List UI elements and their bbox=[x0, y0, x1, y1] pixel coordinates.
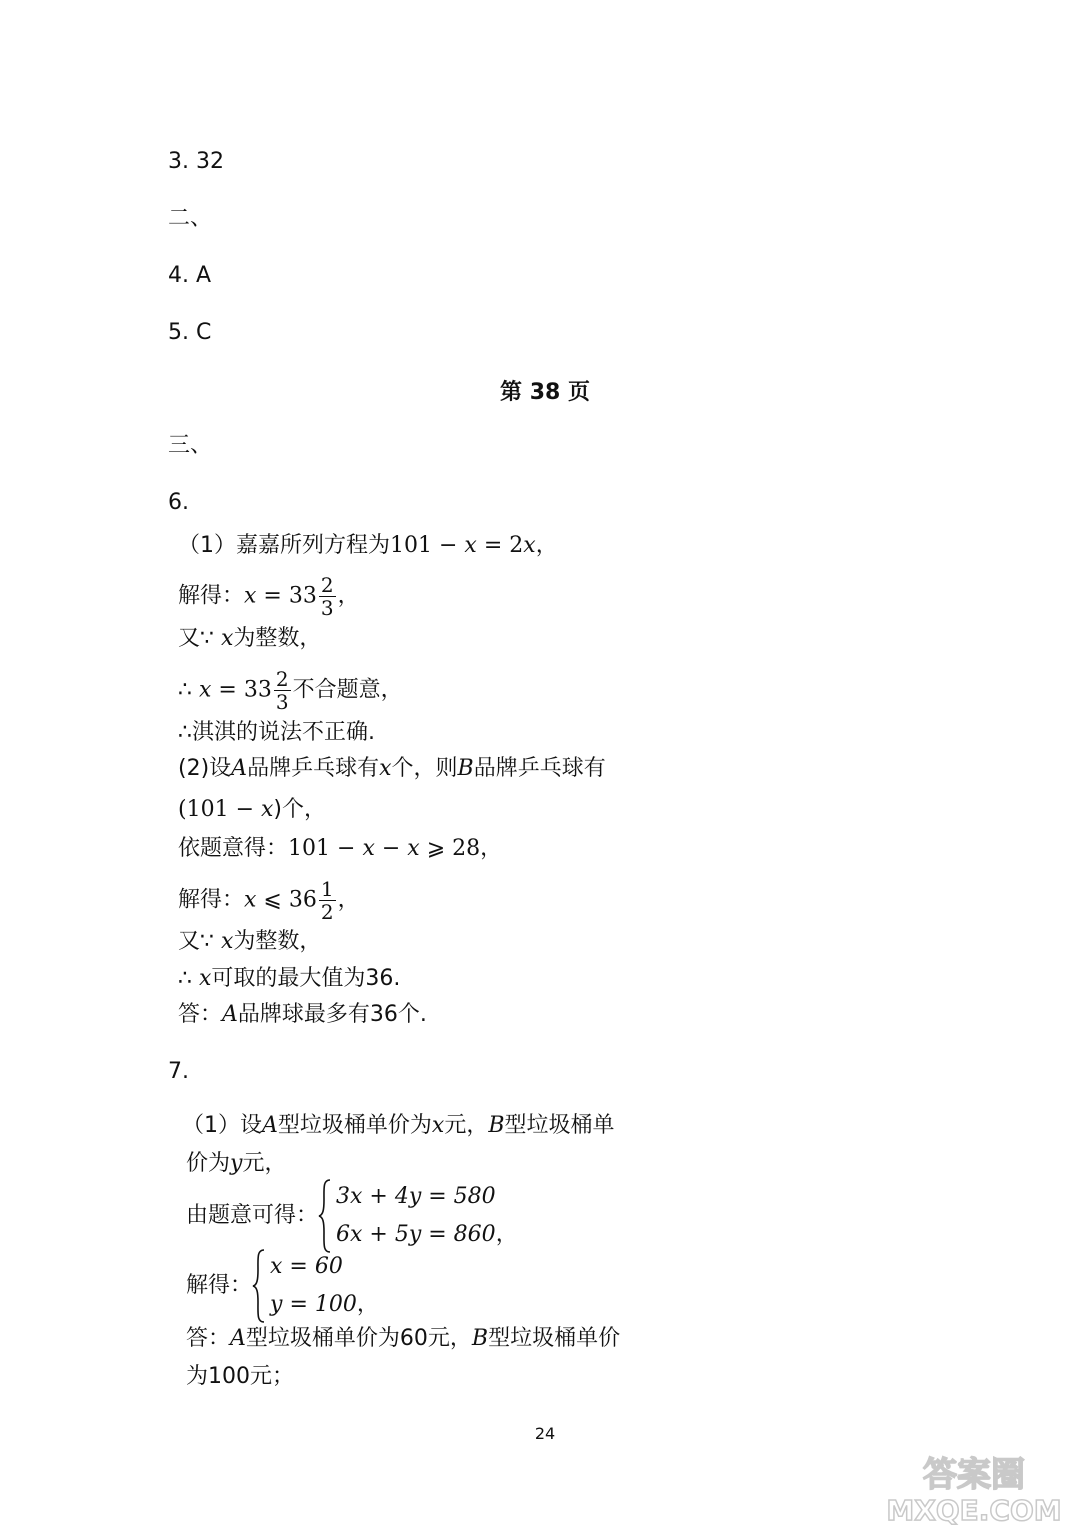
answer-5: 5. C bbox=[168, 320, 212, 345]
answer-3: 3. 32 bbox=[168, 149, 224, 174]
q7-part1-setup-2: 价为y元， bbox=[186, 1151, 287, 1176]
q6-inequality: 依题意得：101 − x − x ⩾ 28， bbox=[178, 836, 503, 861]
svg-text:MXQE.COM: MXQE.COM bbox=[886, 1494, 1062, 1527]
section-3-heading: 三、 bbox=[168, 433, 213, 458]
q6-integer-1: 又∵ x为整数， bbox=[178, 626, 322, 651]
q7-part1-setup: （1）设A型垃圾桶单价为x元，B型垃圾桶单 bbox=[182, 1113, 615, 1138]
q6-part2-setup-2: (101 − x)个， bbox=[178, 797, 327, 822]
q6-part1-equation: （1）嘉嘉所列方程为101 − x = 2x， bbox=[178, 533, 558, 558]
q7-solution-system: 解得： x = 60 y = 100 ， bbox=[186, 1248, 379, 1324]
fraction-two-thirds: $\frac{2}{3}$ bbox=[320, 573, 334, 620]
q6-solve-2: 解得：x ⩽ 36 $\frac{1}{2}$ ， bbox=[178, 877, 360, 924]
page-number: 24 bbox=[534, 1424, 556, 1443]
q7-answer-2: 为100元； bbox=[186, 1364, 294, 1389]
question-7-number: 7. bbox=[168, 1059, 189, 1084]
q6-solve-1: 解得：x = 33 $\frac{2}{3}$ ， bbox=[178, 573, 360, 620]
fraction-one-half: $\frac{1}{2}$ bbox=[320, 877, 334, 924]
q6-part2-setup: (2)设A品牌乒乓球有x个，则B品牌乒乓球有 bbox=[178, 756, 606, 781]
q7-answer: 答：A型垃圾桶单价为60元，B型垃圾桶单价 bbox=[186, 1326, 621, 1351]
q6-max-value: ∴ x可取的最大值为36. bbox=[178, 966, 401, 991]
q6-not-fit: ∴ x = 33 $\frac{2}{3}$ 不合题意， bbox=[178, 667, 403, 714]
q6-integer-2: 又∵ x为整数， bbox=[178, 929, 322, 954]
fraction-two-thirds: $\frac{2}{3}$ bbox=[275, 667, 289, 714]
solution-system: x = 60 y = 100 bbox=[252, 1248, 357, 1324]
section-2-heading: 二、 bbox=[168, 206, 213, 231]
q7-equation-system: 由题意可得： 3x + 4y = 580 6x + 5y = 860 ， bbox=[186, 1178, 518, 1254]
q6-answer: 答：A品牌球最多有36个. bbox=[178, 1002, 427, 1027]
watermark-logo bbox=[874, 1448, 1074, 1528]
page-title: 第 38 页 bbox=[500, 380, 590, 405]
question-6-number: 6. bbox=[168, 490, 189, 515]
left-brace-icon bbox=[252, 1248, 266, 1324]
q6-conclusion: ∴淇淇的说法不正确. bbox=[178, 720, 375, 745]
svg-text:答案圈: 答案圈 bbox=[923, 1455, 1025, 1495]
left-brace-icon bbox=[318, 1178, 332, 1254]
answer-4: 4. A bbox=[168, 263, 212, 288]
equation-system: 3x + 4y = 580 6x + 5y = 860 bbox=[318, 1178, 496, 1254]
